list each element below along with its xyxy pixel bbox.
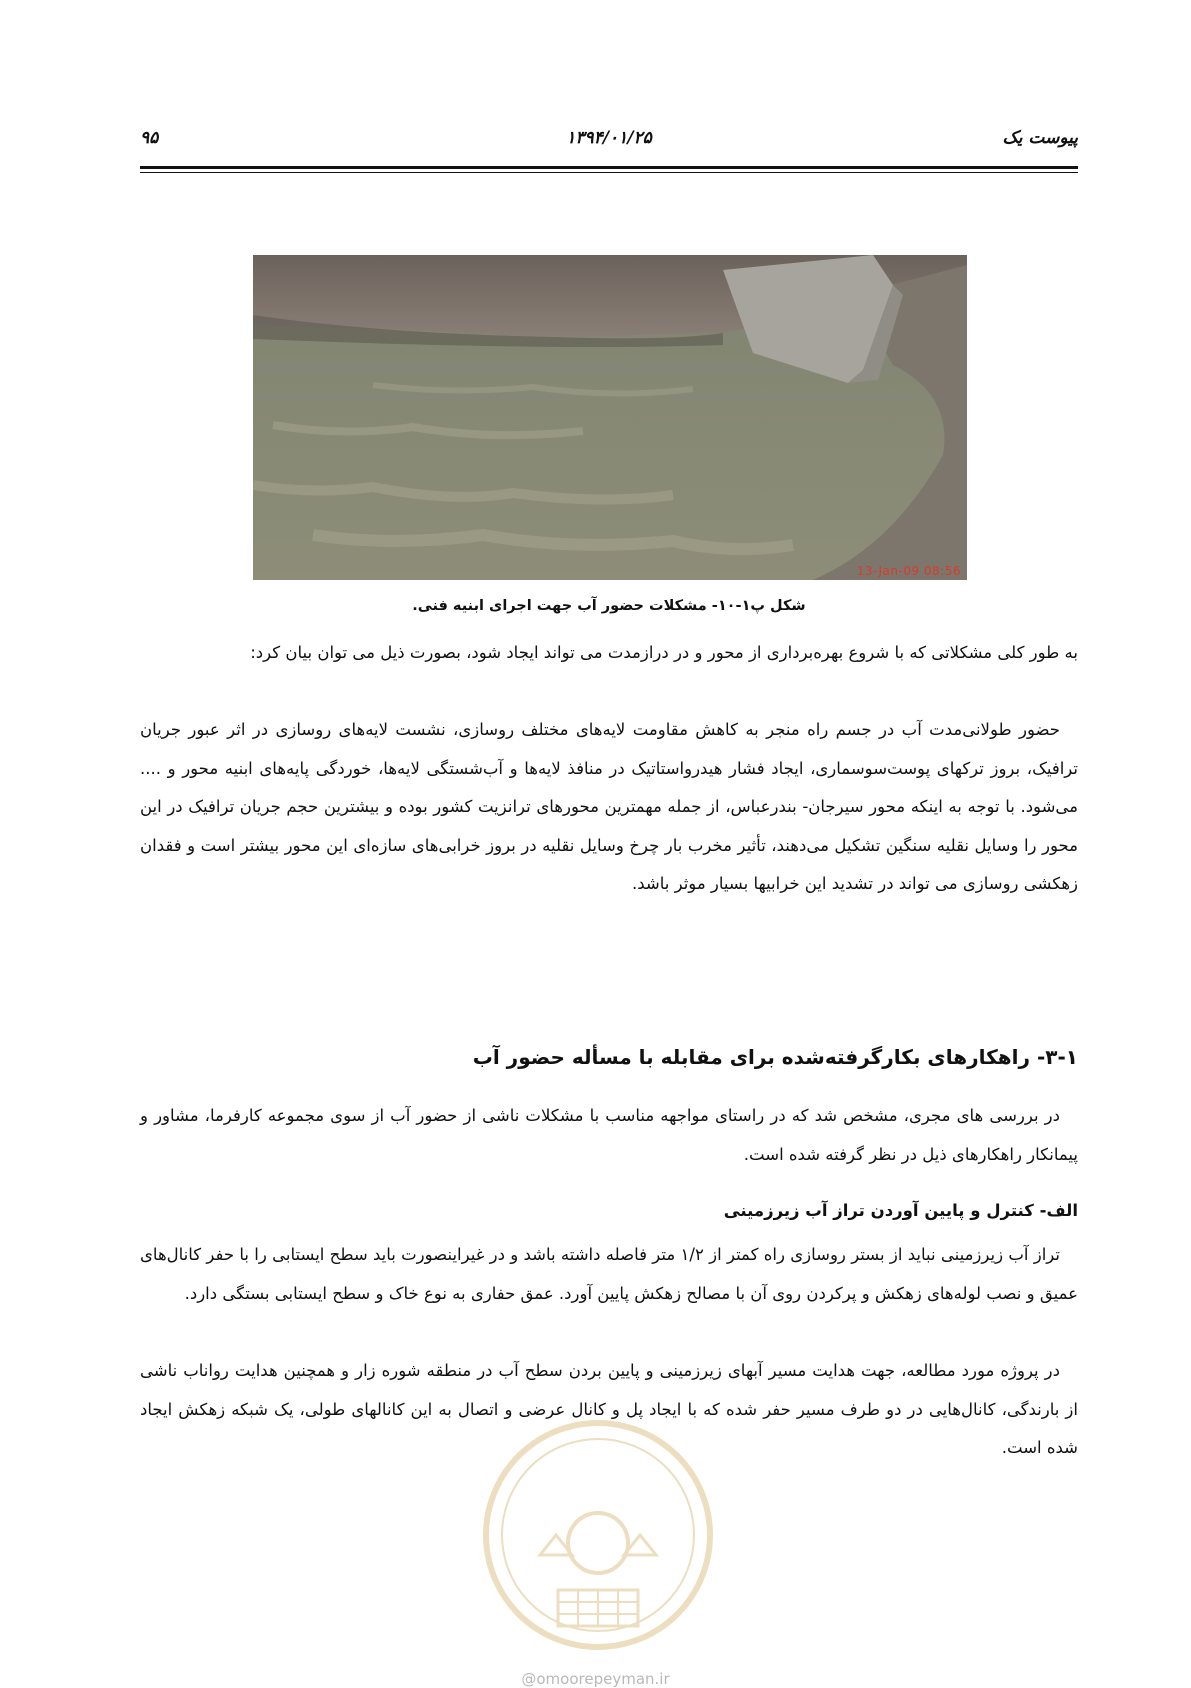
project-text: در پروژه مورد مطالعه، جهت هدایت مسیر آبهای زیرزمینی و پایین بردن سطح آب در منطقه شوره زار و همچنین هدایت رواناب ناشی از بارندگی، کانال‌هایی در دو طرف مسیر حفر شده که با ایجاد پل و کانال عرضی و اتصال به این کانالهای طولی، یک شبکه زهکش ایجاد شده است. [140, 1361, 1078, 1457]
groundwater-text: تراز آب زیرزمینی نباید از بستر روسازی راه کمتر از ۱/۲ متر فاصله داشته باشد و در غیراینصورت باید سطح ایستابی را با حفر کانال‌های عمیق و نصب لوله‌های زهکش و پرکردن روی آن با مصالح زهکش پایین آورد. عمق حفاری به نوع خاک و سطح ایستابی بستگی دارد. [140, 1245, 1078, 1303]
watermark-site: @omoorepeyman.ir [521, 1670, 670, 1688]
problems-paragraph [140, 711, 1078, 904]
page-header [140, 128, 1078, 152]
intro-text: به طور کلی مشکلاتی که با شروع بهره‌برداری از محور و در درازمدت می تواند ایجاد شود، بصورت ذیل می توان بیان کرد: [250, 643, 1078, 662]
header-rule-thin [140, 172, 1078, 173]
section-intro-paragraph [140, 1097, 1078, 1174]
photo-illustration [253, 255, 967, 580]
intro-paragraph [140, 634, 1078, 673]
section-intro-text: در بررسی های مجری، مشخص شد که در راستای مواجهه مناسب با مشکلات ناشی از حضور آب از سوی مجموعه کارفرما، مشاور و پیمانکار راهکارهای ذیل در نظر گرفته شده است. [140, 1106, 1078, 1164]
watermark-seal-icon [478, 1415, 718, 1655]
groundwater-paragraph [140, 1236, 1078, 1313]
figure-caption: شکل پ۱-۱۰- مشکلات حضور آب جهت اجرای ابنیه فنی. [412, 598, 806, 614]
photo-timestamp: 13-Jan-09 08:56 [856, 564, 961, 578]
header-section-title: پیوست یک [1002, 128, 1078, 148]
section-heading: ۳-۱- راهکارهای بکارگرفته‌شده برای مقابله با مسأله حضور آب [472, 1045, 1078, 1069]
header-page-number: ۹۵ [140, 128, 159, 148]
header-rule-thick [140, 166, 1078, 169]
figure-photo [253, 255, 967, 580]
subsection-heading: الف- کنترل و پایین آوردن تراز آب زیرزمینی [723, 1201, 1078, 1220]
header-date: ۱۳۹۴/۰۱/۲۵ [566, 128, 652, 148]
problems-text: حضور طولانی‌مدت آب در جسم راه منجر به کاهش مقاومت لایه‌های مختلف روسازی، نشست لایه‌های روسازی در اثر عبور جریان ترافیک، بروز ترکهای پوست‌سوسماری، ایجاد فشار هیدرواستاتیک در منافذ لایه‌ها و آب‌شستگی لایه‌ها، خوردگی پایه‌های ابنیه محور و .... می‌شود. با توجه به اینکه محور سیرجان- بندرعباس، از جمله مهمترین محورهای ترانزیت کشور بوده و بیشترین حجم جریان ترافیک در این محور را وسایل نقلیه سنگین تشکیل می‌دهند، تأثیر مخرب بار چرخ وسایل نقلیه در بروز خرابی‌های سازه‌ای این محور بیشتر است و فقدان زهکشی روسازی می تواند در تشدید این خرابیها بسیار موثر باشد. [140, 720, 1078, 893]
